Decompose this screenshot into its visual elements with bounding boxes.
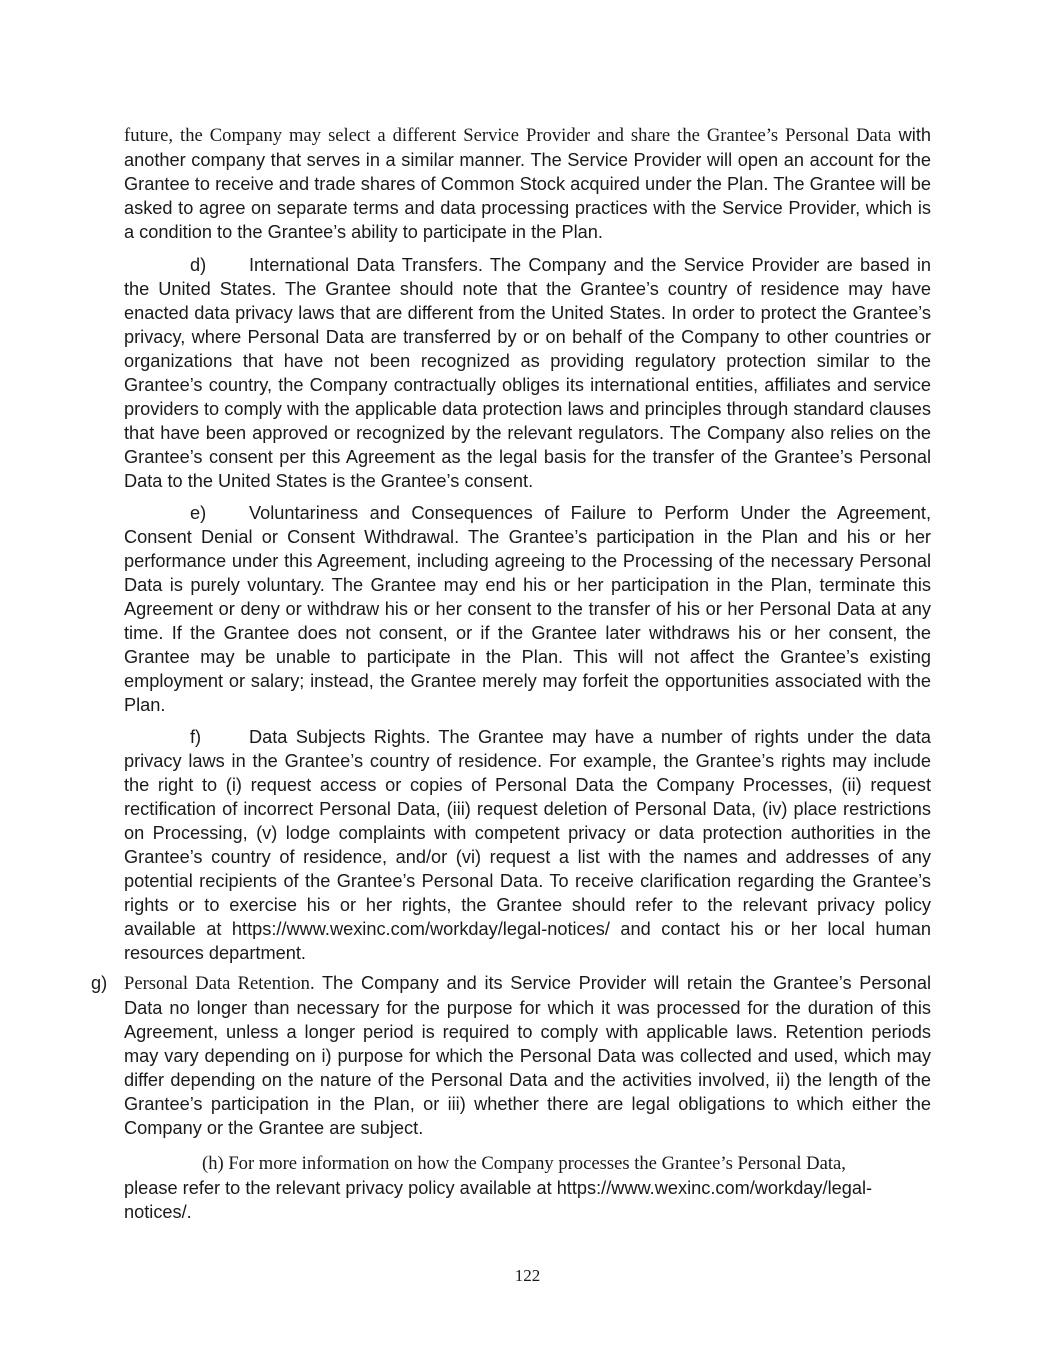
section-f-label: f) bbox=[190, 727, 202, 747]
paragraph-d-international-transfers bbox=[124, 253, 931, 493]
section-d-label: d) bbox=[190, 255, 207, 275]
section-e-text: The Grantee’s participation in the Plan and his or her performance under this Agreement, including agreeing to the Processing of the necessary Personal Data is purely voluntary. The Grantee may end his or her participation in the Plan, terminate this Agreement or deny or withdraw his or her consent to the transfer of his or her Personal Data at any time. If the Grantee does not consent, or if the Grantee later withdraws his or her consent, the Grantee may be unable to participate in the Plan. This will not affect the Grantee’s existing employment or salary; instead, the Grantee merely may forfeit the opportunities associated with the Plan. bbox=[124, 527, 931, 715]
section-d-heading: International Data Transfers. bbox=[249, 255, 483, 275]
paragraph-f-data-subject-rights bbox=[124, 725, 931, 965]
section-f-text: The Grantee may have a number of rights under the data privacy laws in the Grantee’s country of residence. For example, the Grantee’s rights may include the right to (i) request access or copies of Personal Data the Company Processes, (ii) request rectification of incorrect Personal Data, (iii) request deletion of Personal Data, (iv) place restrictions on Processing, (v) lodge complaints with competent privacy or data protection authorities in the Grantee’s country of residence, and/or (vi) request a list with the names and addresses of any potential recipients of the Grantee’s Personal Data. To receive clarification regarding the Grantee’s rights or to exercise his or her rights, the Grantee should refer to the relevant privacy policy available at https://www.wexinc.com/workday/legal-notices/ and contact his or her local human resources department. bbox=[124, 727, 931, 963]
section-h-lead: (h) For more information on how the Company processes the Grantee’s Personal Data, bbox=[202, 1153, 846, 1174]
continuation-body: with another company that serves in a similar manner. The Service Provider will open an account for the Grantee to receive and trade shares of Common Stock acquired under the Plan. The Grantee will be asked to agree on separate terms and data processing practices with the Service Provider, which is a condition to the Grantee’s ability to participate in the Plan. bbox=[124, 125, 931, 242]
continuation-lead: future, the Company may select a different Service Provider and share the Grantee’s Personal Data bbox=[124, 125, 892, 146]
section-g-heading: Personal Data Retention. bbox=[124, 973, 315, 994]
section-g-text: The Company and its Service Provider will retain the Grantee’s Personal Data no longer than necessary for the purpose for which it was processed for the duration of this Agreement, unless a longer period is required to comply with applicable laws. Retention periods may vary depending on i) purpose for which the Personal Data was collected and used, which may differ depending on the nature of the Personal Data and the activities involved, ii) the length of the Grantee’s participation in the Plan, or iii) whether there are legal obligations to which either the Company or the Grantee are subject. bbox=[124, 973, 931, 1138]
section-e-label: e) bbox=[190, 503, 207, 523]
paragraph-continuation bbox=[124, 123, 931, 244]
section-f-heading: Data Subjects Rights. bbox=[249, 727, 431, 747]
section-d-text: The Company and the Service Provider are based in the United States. The Grantee should note that the Grantee’s country of residence may have enacted data privacy laws that are different from the United States. In order to protect the Grantee’s privacy, where Personal Data are transferred by or on behalf of the Company to other countries or organizations that have not been recognized as providing regulatory protection similar to the Grantee’s country, the Company contractually obliges its international entities, affiliates and service providers to comply with the applicable data protection laws and principles through standard clauses that have been approved or recognized by the relevant regulators. The Company also relies on the Grantee’s consent per this Agreement as the legal basis for the transfer of the Grantee’s Personal Data to the United States is the Grantee’s consent. bbox=[124, 255, 932, 491]
paragraph-g-data-retention bbox=[124, 971, 931, 1140]
paragraph-e-voluntariness bbox=[124, 501, 931, 717]
page-number: 122 bbox=[514, 1266, 541, 1285]
section-h-text: please refer to the relevant privacy policy available at https://www.wexinc.com/workday/legal-notices/. bbox=[124, 1178, 873, 1222]
section-e-heading: Voluntariness and Consequences of Failure to Perform Under the Agreement, Consent Denial or Consent Withdrawal. bbox=[124, 503, 931, 547]
paragraph-h-more-information bbox=[124, 1151, 931, 1224]
section-g-label: g) bbox=[91, 973, 108, 993]
